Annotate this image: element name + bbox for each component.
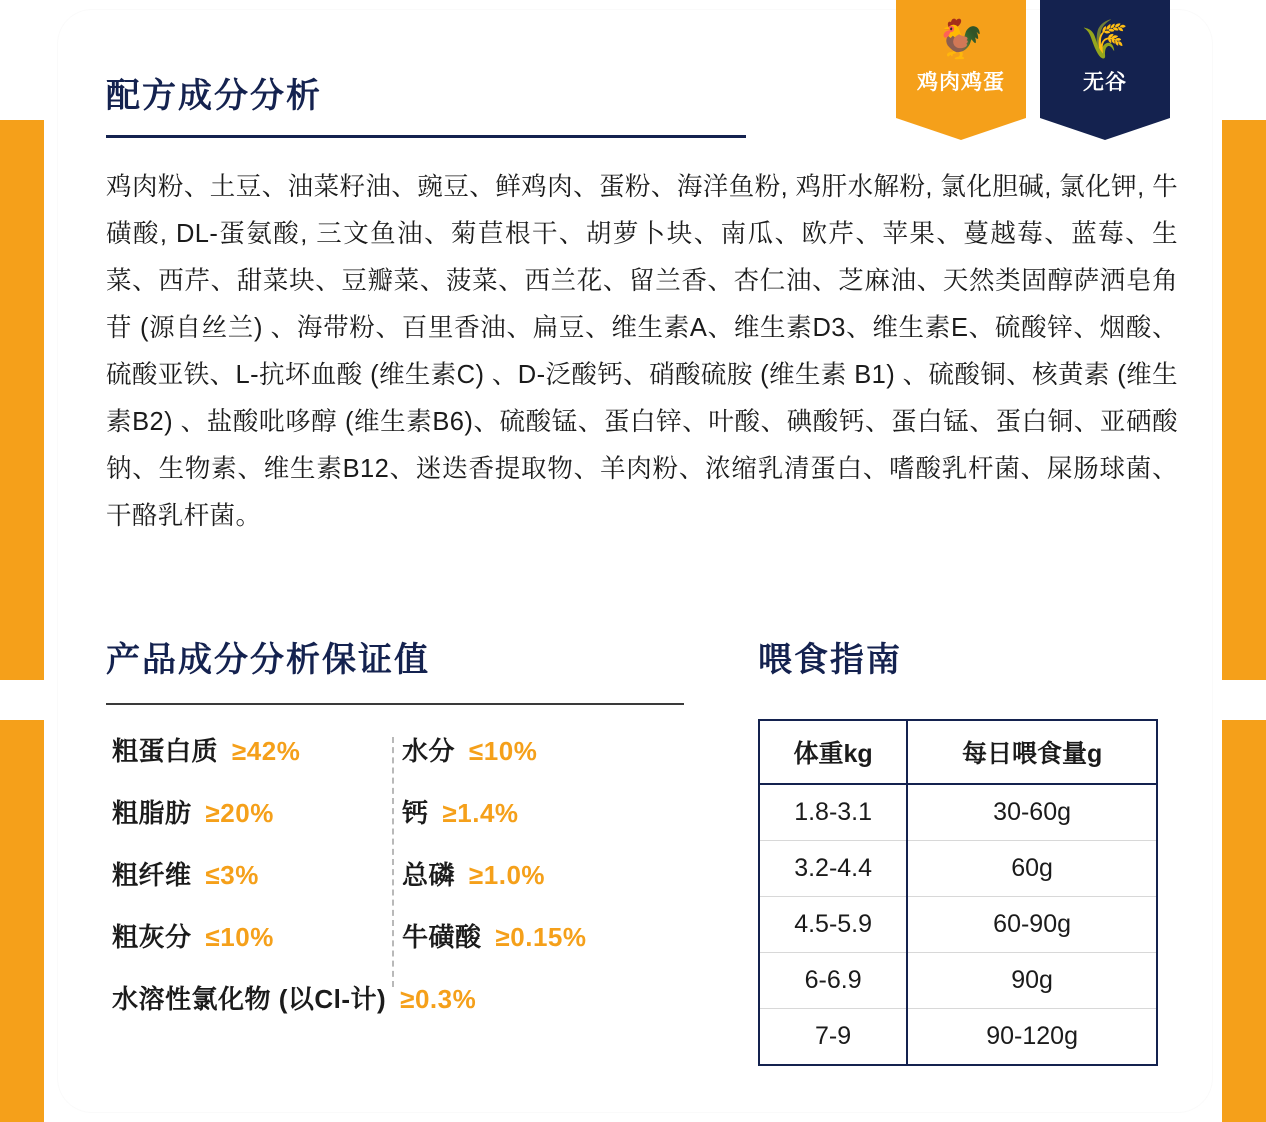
ingredients-text: 鸡肉粉、土豆、油菜籽油、豌豆、鲜鸡肉、蛋粉、海洋鱼粉, 鸡肝水解粉, 氯化胆碱, 氯化钾, 牛磺酸, DL-蛋氨酸, 三文鱼油、菊苣根干、胡萝卜块、南瓜、欧芹、苹果、蔓越莓、蓝莓、生菜、西芹、甜菜块、豆瓣菜、菠菜、西兰花、留兰香、杏仁油、芝麻油、天然类固醇萨洒皂角苷 (源自丝兰) 、海带粉、百里香油、扁豆、维生素A、维生素D3、维生素E、硫酸锌、烟酸、硫酸亚铁、L-抗坏血酸 (维生素C) 、D-泛酸钙、硝酸硫胺 (维生素 B1) 、硫酸铜、核黄素 (维生素B2) 、盐酸吡哆醇 (维生素B6)、硫酸锰、蛋白锌、叶酸、碘酸钙、蛋白锰、蛋白铜、亚硒酸钠、生物素、维生素B12、迷迭香提取物、羊肉粉、浓缩乳清蛋白、嗜酸乳杆菌、屎肠球菌、干酪乳杆菌。	[106, 173, 1178, 530]
cell-weight: 6-6.9	[759, 953, 907, 1009]
analysis-item	[396, 855, 686, 917]
column-header-weight: 体重kg	[759, 720, 907, 784]
feature-ribbons	[896, 0, 1170, 118]
analysis-item-value: ≤3%	[205, 860, 259, 890]
table-row	[759, 784, 1157, 841]
analysis-item-value: ≥20%	[205, 798, 274, 828]
analysis-item	[396, 793, 686, 855]
column-header-amount: 每日喂食量g	[907, 720, 1157, 784]
analysis-item-label: 水溶性氯化物 (以Cl-计)	[112, 984, 387, 1014]
ribbon-chicken-egg-label: 鸡肉鸡蛋	[917, 71, 1005, 94]
cell-amount: 60-90g	[907, 897, 1157, 953]
analysis-item	[396, 731, 686, 793]
analysis-item	[106, 731, 396, 793]
analysis-item	[106, 855, 396, 917]
analysis-item-value: ≤10%	[469, 736, 538, 766]
ribbon-grain-free-label: 无谷	[1083, 71, 1127, 94]
feeding-table	[758, 719, 1158, 1066]
analysis-item	[106, 793, 396, 855]
content-card	[58, 10, 1212, 1112]
guaranteed-analysis-section	[106, 632, 686, 1041]
cell-weight: 4.5-5.9	[759, 897, 907, 953]
table-row	[759, 953, 1157, 1009]
analysis-item-label: 钙	[402, 798, 429, 828]
ribbon-chicken-egg	[896, 0, 1026, 118]
decorative-right-bar	[1222, 0, 1266, 1122]
analysis-item-value: ≥0.3%	[400, 984, 477, 1014]
analysis-item-value: ≥0.15%	[495, 922, 587, 952]
analysis-item-value: ≥42%	[232, 736, 301, 766]
analysis-item-label: 总磷	[402, 860, 456, 890]
table-header-row	[759, 720, 1157, 784]
analysis-item-label: 粗脂肪	[112, 798, 192, 828]
analysis-item	[106, 917, 396, 979]
cell-weight: 3.2-4.4	[759, 841, 907, 897]
cell-amount: 60g	[907, 841, 1157, 897]
cell-weight: 7-9	[759, 1009, 907, 1066]
analysis-item-chloride	[106, 979, 686, 1041]
analysis-item	[396, 917, 686, 979]
analysis-item-label: 粗纤维	[112, 860, 192, 890]
grain-free-icon: 🌾	[1081, 19, 1129, 61]
table-row	[759, 1009, 1157, 1066]
analysis-item-label: 水分	[402, 736, 456, 766]
analysis-column-divider	[392, 737, 394, 987]
table-row	[759, 897, 1157, 953]
analysis-grid	[106, 731, 686, 1041]
ribbon-grain-free	[1040, 0, 1170, 118]
decorative-notch-left-top	[0, 0, 44, 120]
chicken-icon: 🐓	[937, 19, 985, 61]
cell-amount: 90-120g	[907, 1009, 1157, 1066]
decorative-notch-right-mid	[1222, 680, 1266, 720]
analysis-title: 产品成分分析保证值	[106, 641, 430, 679]
analysis-item-value: ≥1.0%	[469, 860, 546, 890]
cell-amount: 90g	[907, 953, 1157, 1009]
analysis-item-value: ≤10%	[205, 922, 274, 952]
analysis-item-label: 牛磺酸	[402, 922, 482, 952]
decorative-notch-right-top	[1222, 0, 1266, 120]
cell-amount: 30-60g	[907, 784, 1157, 841]
analysis-item-label: 粗灰分	[112, 922, 192, 952]
feeding-guide-section	[758, 632, 1158, 1066]
decorative-left-bar	[0, 0, 44, 1122]
table-row	[759, 841, 1157, 897]
ingredients-title: 配方成分分析	[106, 77, 322, 115]
ingredients-title-rule	[106, 135, 746, 138]
decorative-notch-left-mid	[0, 680, 44, 720]
cell-weight: 1.8-3.1	[794, 798, 873, 826]
analysis-title-rule	[106, 703, 684, 705]
analysis-item-label: 粗蛋白质	[112, 736, 219, 766]
feeding-title: 喂食指南	[758, 641, 902, 679]
analysis-item-value: ≥1.4%	[442, 798, 519, 828]
